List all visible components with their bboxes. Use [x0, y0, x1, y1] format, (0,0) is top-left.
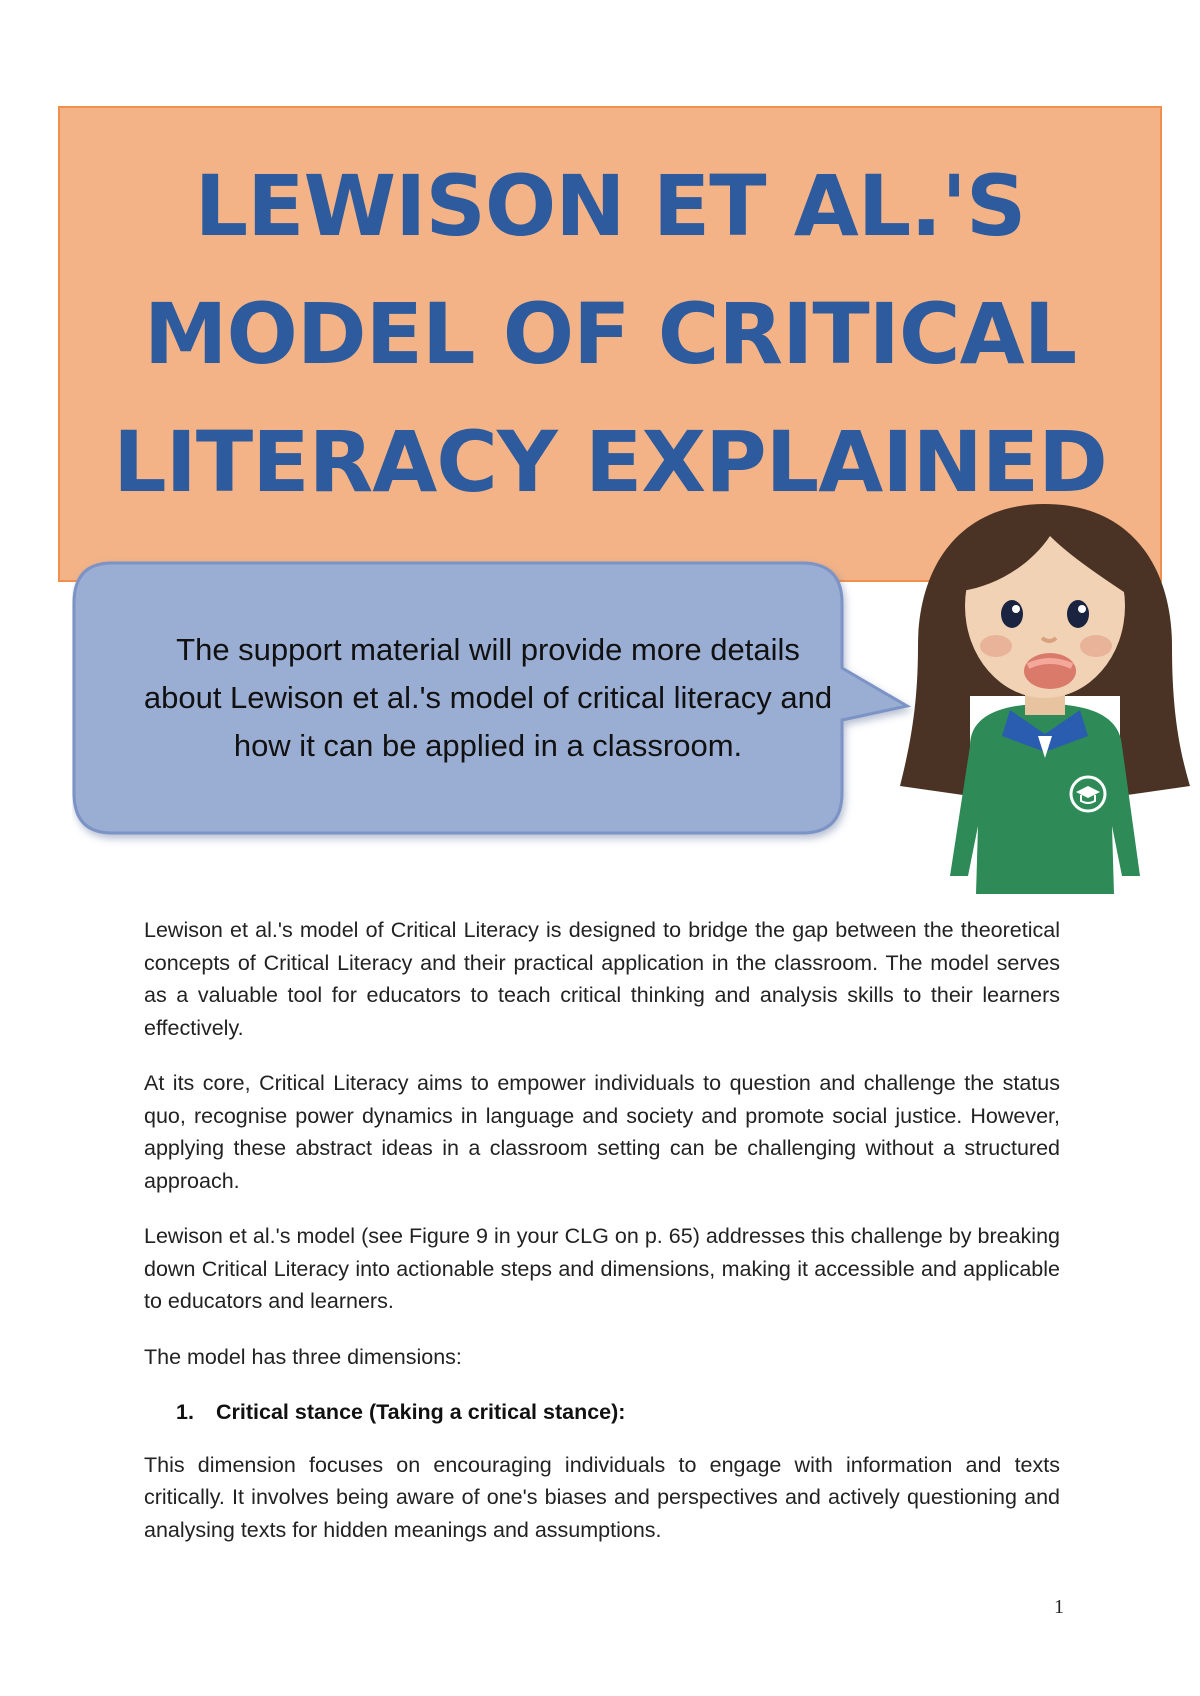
left-cheek — [980, 635, 1012, 657]
title-line-3: LITERACY EXPLAINED — [113, 413, 1107, 511]
right-eye-shine — [1078, 605, 1086, 613]
page-number: 1 — [1054, 1596, 1064, 1618]
page-title — [60, 142, 1160, 526]
left-eye-shine — [1012, 605, 1020, 613]
right-eye — [1067, 600, 1089, 628]
paragraph-intro: Lewison et al.'s model of Critical Literacy is designed to bridge the gap between the theoretical concepts of Critical Literacy and their practical application in the classroom. The model serves as a valuable tool for educators to teach critical thinking and analysis skills to their learners effectively. — [144, 918, 1060, 1040]
title-line-2: MODEL OF CRITICAL — [143, 285, 1077, 383]
speech-bubble-text — [108, 626, 868, 770]
speech-line-3: how it can be applied in a classroom. — [233, 728, 743, 763]
body-text — [144, 914, 1060, 1569]
list-item — [144, 1396, 1060, 1429]
paragraph-model: Lewison et al.'s model (see Figure 9 in your CLG on p. 65) addresses this challenge by breaking down Critical Literacy into actionable steps and dimensions, making it accessible and applicable to educators and learners. — [144, 1224, 1060, 1313]
left-eye — [1001, 600, 1023, 628]
speech-line-2: about Lewison et al.'s model of critical literacy and — [143, 680, 833, 715]
graduation-cap-icon — [1071, 777, 1105, 811]
speech-bubble — [72, 558, 932, 848]
paragraph-critical-stance: This dimension focuses on encouraging individuals to engage with information and texts critically. It involves being aware of one's biases and perspectives and actively questioning and analysing texts for hidden meanings and assumptions. — [144, 1452, 1060, 1542]
right-cheek — [1080, 635, 1112, 657]
shirt-lower — [976, 826, 1114, 894]
list-item-label: Critical stance (Taking a critical stance): — [216, 1400, 626, 1424]
paragraph-dimensions: The model has three dimensions: — [144, 1344, 462, 1369]
paragraph-core: At its core, Critical Literacy aims to empower individuals to question and challenge the status quo, recognise power dynamics in language and society and promote social justice. However, applying these abstract ideas in a classroom setting can be challenging without a structured approach. — [144, 1071, 1060, 1193]
list-item-number: 1. — [176, 1400, 194, 1424]
teacher-illustration — [900, 496, 1190, 894]
speech-line-1: The support material will provide more details — [176, 632, 800, 667]
title-line-1: LEWISON ET AL.'S — [194, 157, 1026, 255]
